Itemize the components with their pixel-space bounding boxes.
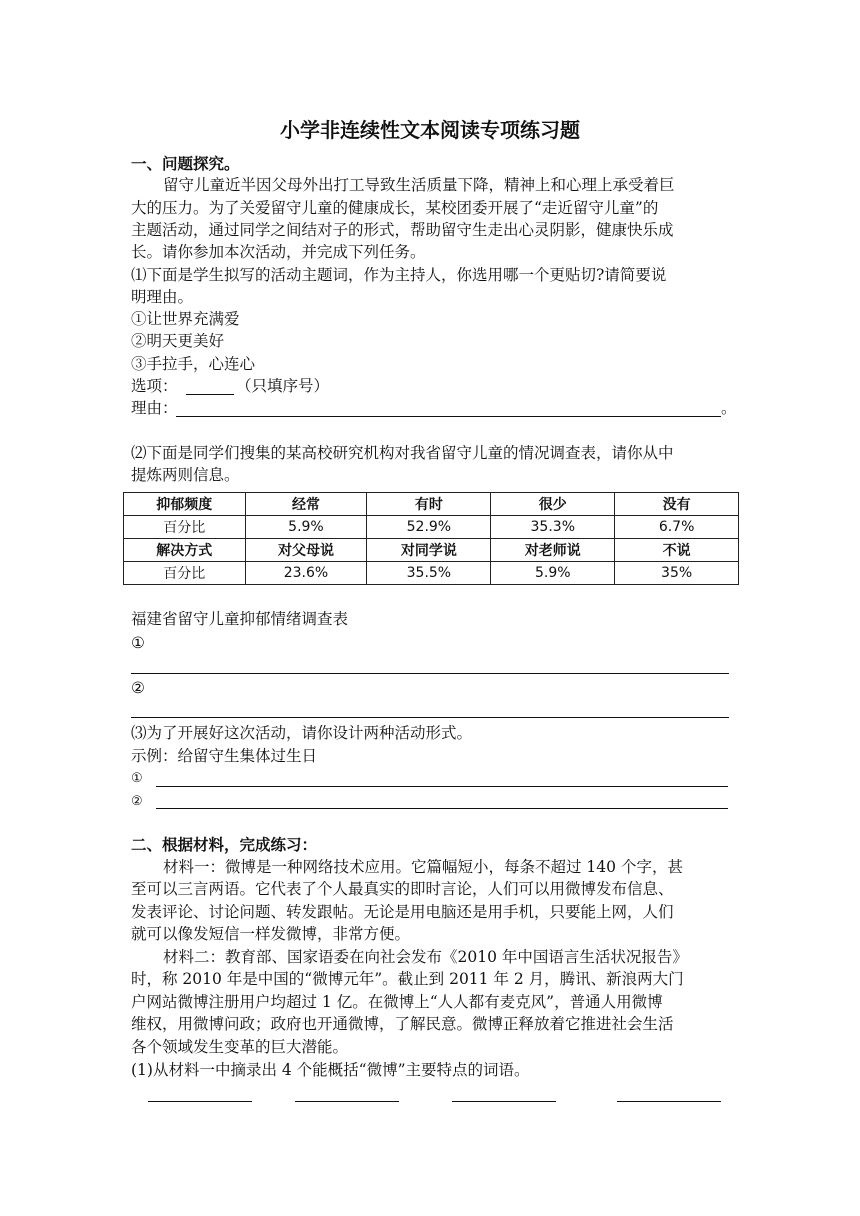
material-1-line: 就可以像发短信一样发微博，非常方便。	[131, 925, 411, 943]
table-cell: 52.9%	[367, 516, 491, 539]
material-2-line: 维权，用微博问政；政府也开通微博，了解民意。微博正释放着它推进社会生活	[131, 1015, 674, 1033]
choice-label: 选项：	[131, 377, 178, 395]
table-cell: 经常	[245, 493, 367, 516]
table-caption: 福建省留守儿童抑郁情绪调查表	[131, 610, 349, 628]
question-1-text: ⑴下面是学生拟写的活动主题词，作为主持人，你选用哪一个更贴切?请简要说	[131, 266, 667, 284]
keyword-answer-blank[interactable]	[148, 1101, 252, 1102]
table-cell: 35.3%	[491, 516, 615, 539]
table-cell: 有时	[367, 493, 491, 516]
table-cell: 没有	[615, 493, 739, 516]
theme-option: ②明天更美好	[131, 332, 225, 350]
choice-hint: （只填序号）	[236, 377, 330, 395]
keyword-answer-blank[interactable]	[452, 1101, 556, 1102]
material-1-line: 材料一：微博是一种网络技术应用。它篇幅短小，每条不超过 140 个字，甚	[163, 858, 683, 876]
table-row	[124, 493, 739, 516]
material-2-line: 材料二：教育部、国家语委在向社会发布《2010 年中国语言生活状况报告》	[163, 948, 688, 966]
question-2-text: 提炼两则信息。	[131, 466, 240, 484]
table-cell: 不说	[615, 539, 739, 562]
question-3-text: ⑶为了开展好这次活动，请你设计两种活动形式。	[131, 724, 473, 742]
intro-text-line: 主题活动，通过同学之间结对子的形式，帮助留守生走出心灵阴影，健康快乐成	[131, 221, 674, 239]
section-2-heading: 二、根据材料，完成练习：	[131, 835, 318, 854]
section-1-heading: 一、问题探究。	[131, 154, 240, 173]
table-row-header-cell: 抑郁频度	[124, 493, 246, 516]
page-title: 小学非连续性文本阅读专项练习题	[280, 118, 580, 142]
theme-option: ③手拉手，心连心	[131, 355, 256, 373]
table-row-header-cell: 解决方式	[124, 539, 246, 562]
reason-answer-blank[interactable]	[176, 416, 721, 417]
table-row	[124, 539, 739, 562]
activity-answer-blank[interactable]	[156, 786, 728, 787]
activity-mark: ①	[131, 771, 143, 786]
table-cell: 对同学说	[367, 539, 491, 562]
table-cell: 很少	[491, 493, 615, 516]
survey-table	[123, 492, 739, 585]
table-row	[124, 562, 739, 585]
table-row-header-cell: 百分比	[124, 562, 246, 585]
table-row	[124, 516, 739, 539]
table-cell: 35.5%	[367, 562, 491, 585]
material-1-line: 至可以三言两语。它代表了个人最真实的即时言论，人们可以用微博发布信息、	[131, 880, 674, 898]
table-cell: 23.6%	[245, 562, 367, 585]
table-cell: 对父母说	[245, 539, 367, 562]
material-2-line: 时，称 2010 年是中国的“微博元年”。截止到 2011 年 2 月，腾讯、新浪两大门	[131, 970, 684, 988]
info-answer-blank[interactable]	[131, 717, 729, 718]
reason-label: 理由：	[131, 399, 178, 417]
keyword-answer-blank[interactable]	[295, 1101, 399, 1102]
table-cell: 6.7%	[615, 516, 739, 539]
table-cell: 5.9%	[491, 562, 615, 585]
intro-text-line: 留守儿童近半因父母外出打工导致生活质量下降，精神上和心理上承受着巨	[163, 176, 675, 194]
keyword-answer-blank[interactable]	[617, 1101, 721, 1102]
material-1-line: 发表评论、讨论问题、转发跟帖。无论是用电脑还是用手机，只要能上网，人们	[131, 903, 674, 921]
choice-answer-blank[interactable]	[186, 394, 234, 395]
activity-mark: ②	[131, 794, 143, 809]
table-row-header-cell: 百分比	[124, 516, 246, 539]
question-3-example: 示例：给留守生集体过生日	[131, 747, 318, 765]
material-2-line: 户网站微博注册用户均超过 1 亿。在微博上“人人都有麦克风”，普通人用微博	[131, 993, 663, 1011]
intro-text-line: 长。请你参加本次活动，并完成下列任务。	[131, 243, 426, 261]
activity-answer-blank[interactable]	[156, 808, 728, 809]
info-mark: ②	[131, 679, 145, 697]
table-cell: 对老师说	[491, 539, 615, 562]
info-answer-blank[interactable]	[131, 673, 729, 674]
info-mark: ①	[131, 634, 145, 652]
question-2-text: ⑵下面是同学们搜集的某高校研究机构对我省留守儿童的情况调查表，请你从中	[131, 444, 674, 462]
section-2-question-1: (1)从材料一中摘录出 4 个能概括“微博”主要特点的词语。	[131, 1061, 530, 1079]
intro-text-line: 大的压力。为了关爱留守儿童的健康成长，某校团委开展了“走近留守儿童”的	[131, 199, 659, 217]
material-2-line: 各个领域发生变革的巨大潜能。	[131, 1038, 349, 1056]
theme-option: ①让世界充满爱	[131, 310, 240, 328]
question-1-text: 明理由。	[131, 288, 194, 306]
reason-end-mark: 。	[721, 399, 737, 417]
table-cell: 35%	[615, 562, 739, 585]
table-cell: 5.9%	[245, 516, 367, 539]
